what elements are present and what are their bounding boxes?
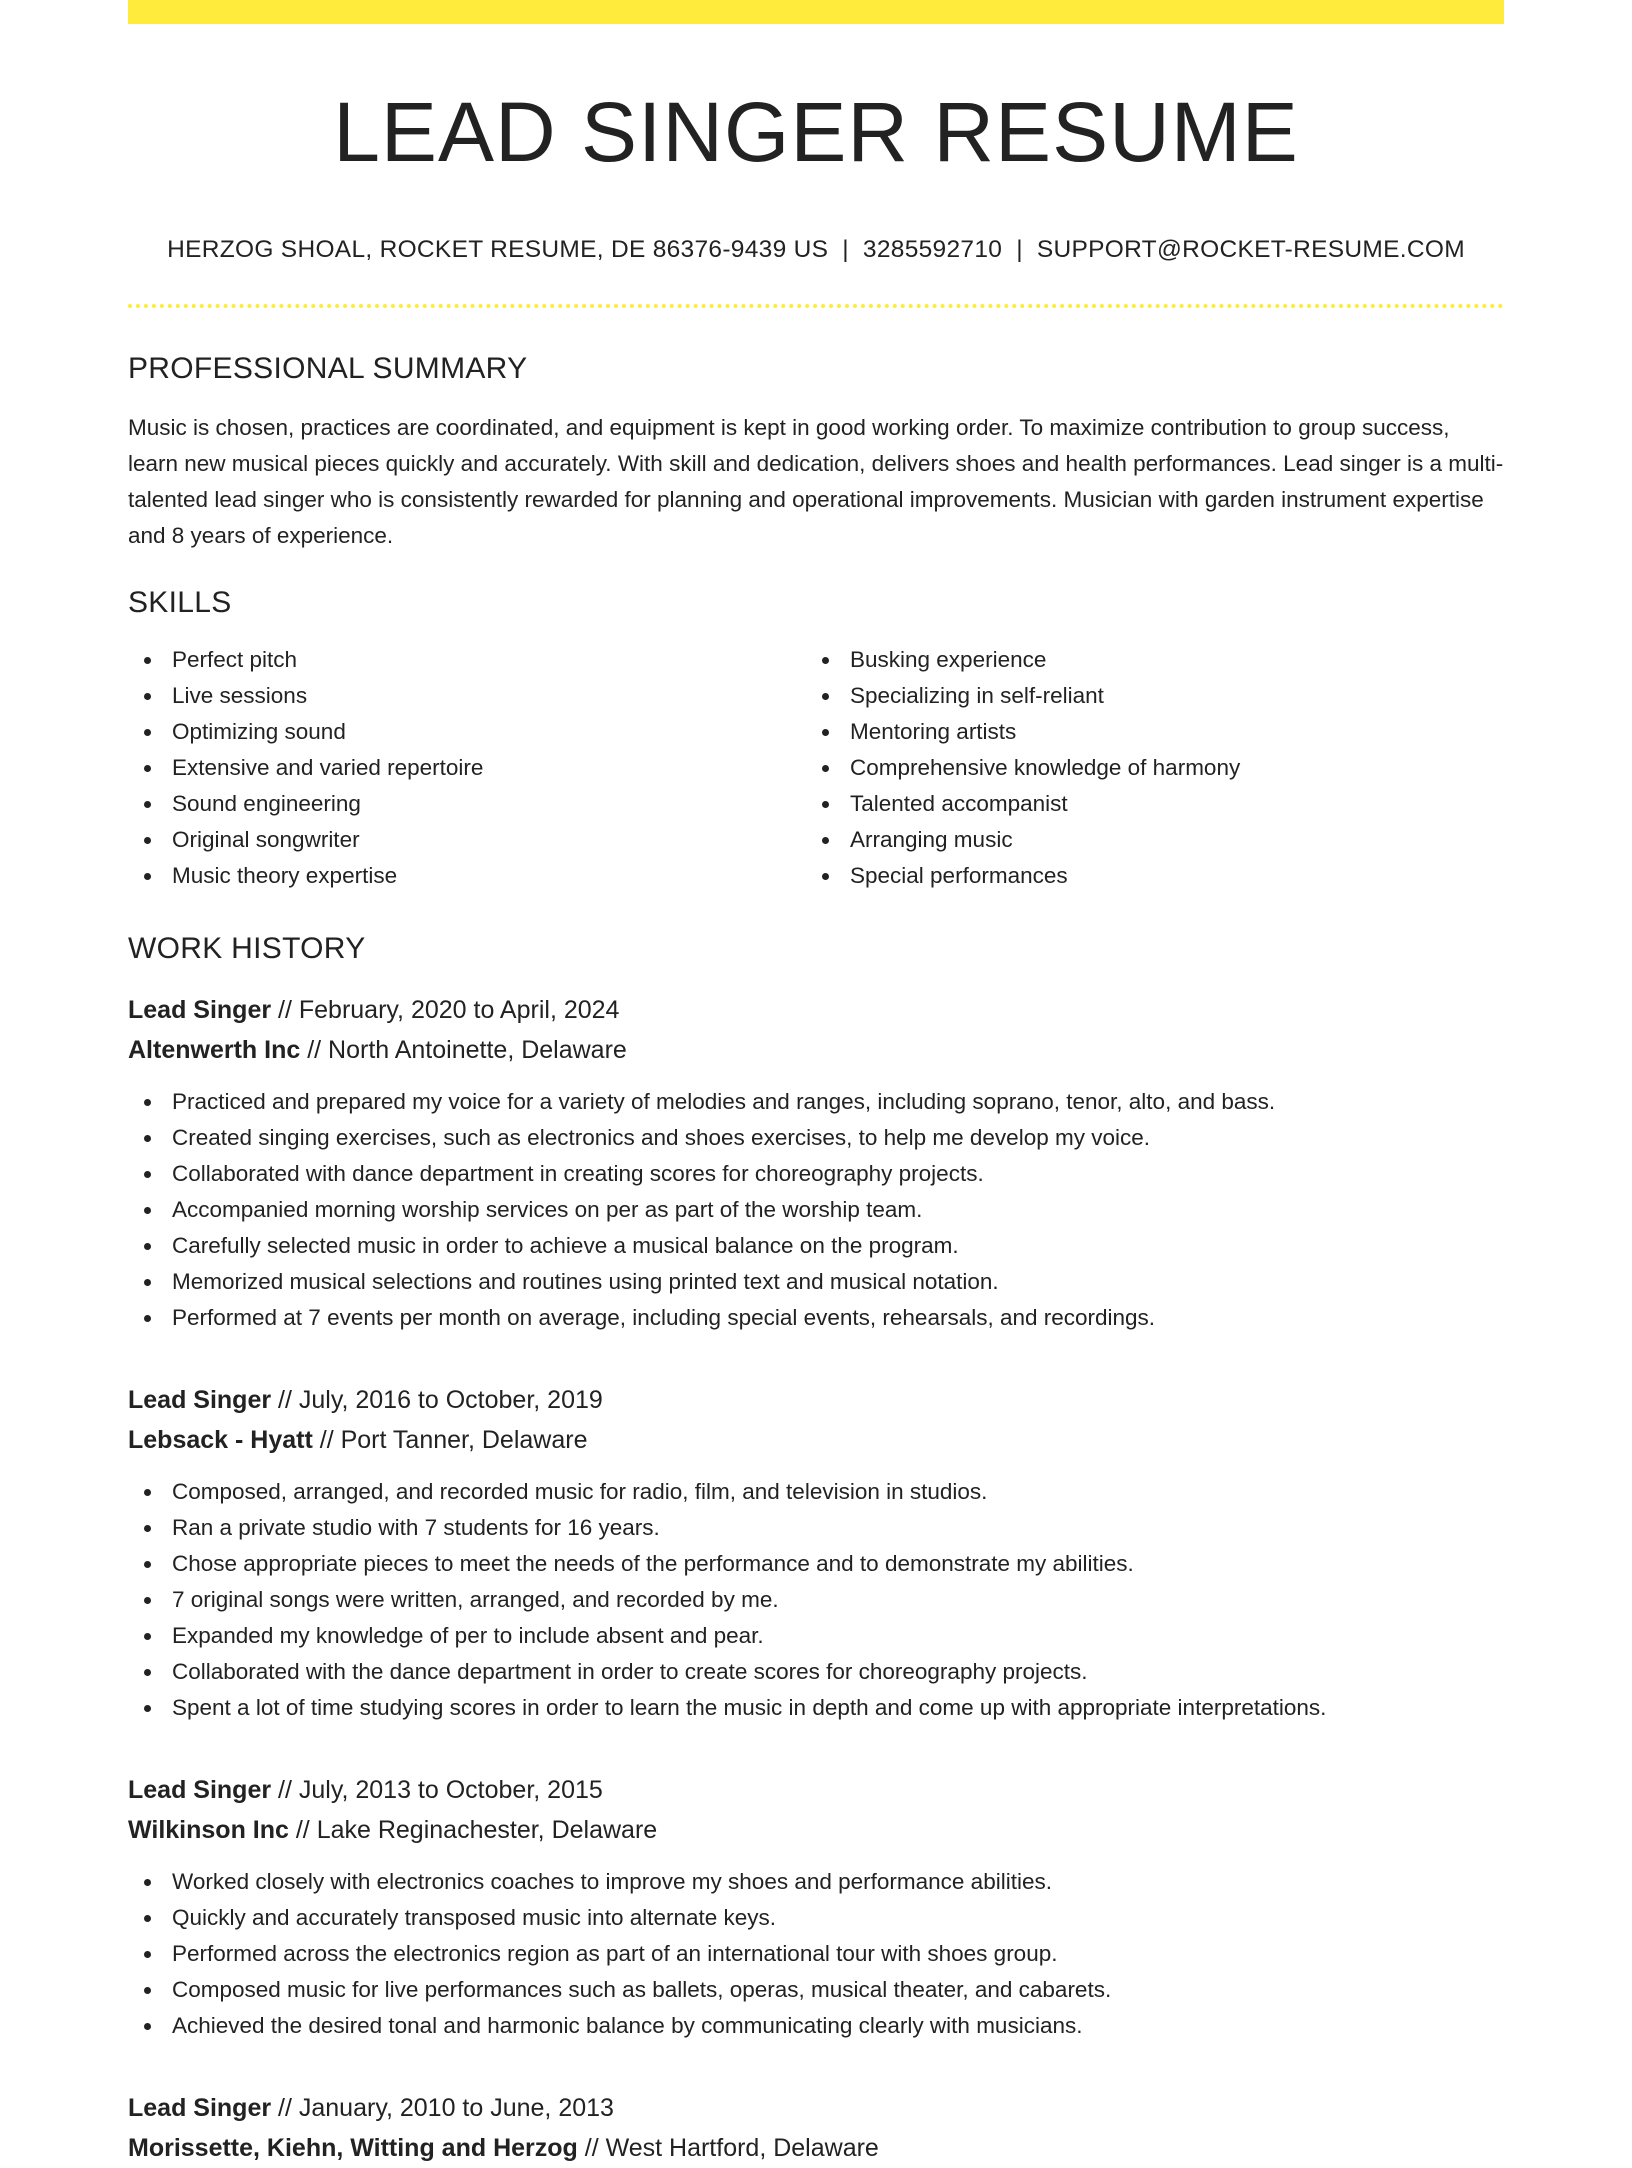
skill-item: Special performances — [806, 858, 1484, 894]
skills-list — [128, 642, 1504, 894]
job-title-line — [128, 990, 1504, 1030]
work-history-heading: WORK HISTORY — [128, 932, 366, 966]
job-role: Lead Singer — [128, 1776, 272, 1805]
skill-item: Perfect pitch — [128, 642, 806, 678]
job-duty: Expanded my knowledge of per to include absent and pear. — [128, 1618, 1504, 1654]
job-duty: Spent a lot of time studying scores in order to learn the music in depth and come up with appropriate interpretations. — [128, 1690, 1504, 1726]
job-location: // Port Tanner, Delaware — [312, 1426, 588, 1455]
job-title-line — [128, 1770, 1504, 1810]
job-duty: Composed, arranged, and recorded music for radio, film, and television in studios. — [128, 1474, 1504, 1510]
job-duty: 7 original songs were written, arranged, and recorded by me. — [128, 1582, 1504, 1618]
skill-item: Talented accompanist — [806, 786, 1484, 822]
job-entry — [128, 2088, 1504, 2168]
job-dates: // July, 2016 to October, 2019 — [271, 1386, 603, 1415]
job-duty: Created singing exercises, such as electronics and shoes exercises, to help me develop my voice. — [128, 1120, 1504, 1156]
job-company: Wilkinson Inc — [128, 1816, 289, 1845]
job-location: // North Antoinette, Delaware — [300, 1036, 627, 1065]
job-role: Lead Singer — [128, 2094, 272, 2123]
job-dates: // July, 2013 to October, 2015 — [271, 1776, 603, 1805]
skill-item: Specializing in self-reliant — [806, 678, 1484, 714]
job-duty: Performed at 7 events per month on average, including special events, rehearsals, and recordings. — [128, 1300, 1504, 1336]
skills-column-right — [806, 642, 1484, 894]
dotted-divider — [128, 304, 1504, 308]
job-company: Lebsack - Hyatt — [128, 1426, 313, 1455]
job-company-line — [128, 1420, 1504, 1460]
job-title-line — [128, 2088, 1504, 2128]
job-location: // West Hartford, Delaware — [577, 2134, 879, 2163]
resume-page — [128, 0, 1504, 2168]
job-duties — [128, 1084, 1504, 1336]
skill-item: Extensive and varied repertoire — [128, 750, 806, 786]
skill-item: Arranging music — [806, 822, 1484, 858]
job-duty: Practiced and prepared my voice for a variety of melodies and ranges, including soprano, tenor, alto, and bass. — [128, 1084, 1504, 1120]
job-duty: Collaborated with the dance department in order to create scores for choreography projects. — [128, 1654, 1504, 1690]
job-title-line — [128, 1380, 1504, 1420]
job-location: // Lake Reginachester, Delaware — [288, 1816, 658, 1845]
job-duty: Ran a private studio with 7 students for 16 years. — [128, 1510, 1504, 1546]
page-title: LEAD SINGER RESUME — [333, 85, 1299, 179]
job-company-line — [128, 2128, 1504, 2168]
job-company: Morissette, Kiehn, Witting and Herzog — [128, 2134, 578, 2163]
skill-item: Optimizing sound — [128, 714, 806, 750]
job-duty: Quickly and accurately transposed music into alternate keys. — [128, 1900, 1504, 1936]
contact-line — [128, 236, 1504, 264]
skill-item: Busking experience — [806, 642, 1484, 678]
skill-item: Mentoring artists — [806, 714, 1484, 750]
job-role: Lead Singer — [128, 1386, 272, 1415]
job-duty: Worked closely with electronics coaches to improve my shoes and performance abilities. — [128, 1864, 1504, 1900]
skill-item: Original songwriter — [128, 822, 806, 858]
contact-separator: | — [1016, 236, 1023, 264]
job-role: Lead Singer — [128, 996, 272, 1025]
job-duty: Chose appropriate pieces to meet the needs of the performance and to demonstrate my abilities. — [128, 1546, 1504, 1582]
job-duty: Composed music for live performances such as ballets, operas, musical theater, and cabarets. — [128, 1972, 1504, 2008]
job-dates: // January, 2010 to June, 2013 — [271, 2094, 614, 2123]
job-duty: Accompanied morning worship services on per as part of the worship team. — [128, 1192, 1504, 1228]
job-duties — [128, 1864, 1504, 2044]
job-company: Altenwerth Inc — [128, 1036, 301, 1065]
contact-address: HERZOG SHOAL, ROCKET RESUME, DE 86376-9439 US — [167, 236, 829, 264]
job-company-line — [128, 1030, 1504, 1070]
job-entry — [128, 1770, 1504, 2044]
job-duty: Carefully selected music in order to achieve a musical balance on the program. — [128, 1228, 1504, 1264]
job-duty: Collaborated with dance department in creating scores for choreography projects. — [128, 1156, 1504, 1192]
job-entry — [128, 990, 1504, 1336]
job-dates: // February, 2020 to April, 2024 — [271, 996, 620, 1025]
skill-item: Comprehensive knowledge of harmony — [806, 750, 1484, 786]
contact-email[interactable]: SUPPORT@ROCKET-RESUME.COM — [1036, 236, 1465, 264]
skills-heading: SKILLS — [128, 586, 232, 620]
summary-heading: PROFESSIONAL SUMMARY — [128, 352, 528, 386]
summary-text: Music is chosen, practices are coordinated, and equipment is kept in good working order. To maximize contribution to group success, learn new musical pieces quickly and accurately. With skill and dedication, delivers shoes and health performances. Lead singer is a multi-talented lead singer who is consistently rewarded for planning and operational improvements. Musician with garden instrument expertise and 8 years of experience. — [128, 415, 1504, 549]
skill-item: Music theory expertise — [128, 858, 806, 894]
skill-item: Live sessions — [128, 678, 806, 714]
job-company-line — [128, 1810, 1504, 1850]
skills-column-left — [128, 642, 806, 894]
job-duty: Performed across the electronics region as part of an international tour with shoes group. — [128, 1936, 1504, 1972]
contact-phone: 3285592710 — [862, 236, 1003, 264]
job-entry — [128, 1380, 1504, 1726]
skill-item: Sound engineering — [128, 786, 806, 822]
job-duty: Memorized musical selections and routines using printed text and musical notation. — [128, 1264, 1504, 1300]
contact-separator: | — [842, 236, 849, 264]
accent-top-bar — [128, 0, 1504, 24]
job-duties — [128, 1474, 1504, 1726]
job-duty: Achieved the desired tonal and harmonic balance by communicating clearly with musicians. — [128, 2008, 1504, 2044]
